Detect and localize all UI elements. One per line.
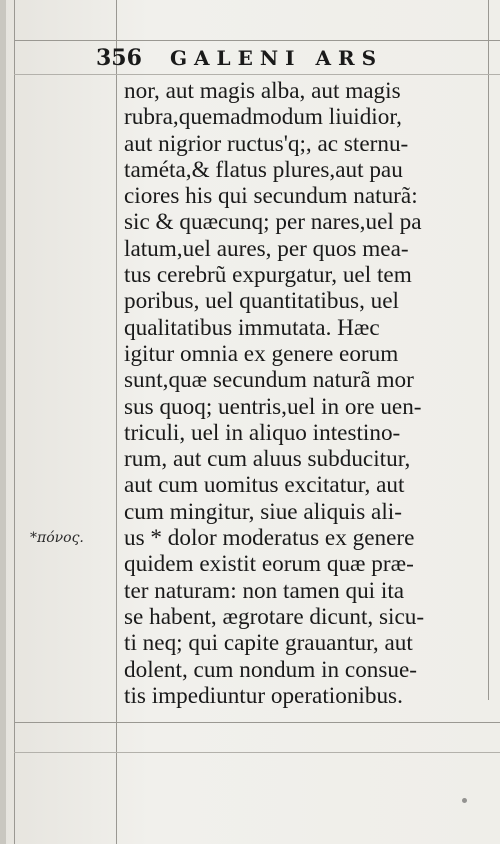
text-line: qualitatibus immutata. Hæc bbox=[124, 314, 380, 341]
text-line: se habent, ægrotare dicunt, sicu- bbox=[124, 603, 425, 630]
bottom-rule bbox=[14, 722, 500, 723]
running-title: GALENI ARS bbox=[169, 46, 384, 70]
top-rule bbox=[14, 74, 500, 75]
page-edge bbox=[0, 0, 6, 844]
ink-spot bbox=[462, 798, 467, 803]
right-rule bbox=[488, 0, 489, 700]
margin-rule bbox=[116, 0, 117, 844]
marginal-note: *πόνος. bbox=[30, 530, 84, 546]
text-line: sic & quæcunq; per nares,uel pa bbox=[124, 209, 422, 236]
text-line: triculi, uel in aliquo intestino- bbox=[124, 419, 401, 446]
page-number: 356 bbox=[96, 45, 142, 71]
text-line: ciores his qui secundum naturã: bbox=[124, 183, 418, 210]
text-line: igitur omnia ex genere eorum bbox=[124, 340, 399, 367]
text-line: sus quoq; uentris,uel in ore uen- bbox=[124, 393, 422, 420]
text-line: quidem existit eorum quæ præ- bbox=[124, 551, 414, 578]
text-line: cum mingitur, siue aliquis ali- bbox=[124, 498, 402, 525]
text-line: rubra,quemadmodum liuidior, bbox=[124, 104, 402, 131]
text-line: aut cum uomitus excitatur, aut bbox=[124, 472, 405, 499]
outer-margin-rule bbox=[14, 0, 15, 844]
header-rule bbox=[14, 40, 500, 41]
text-line: taméta,& flatus plures,aut pau bbox=[124, 156, 403, 183]
text-line: ti neq; qui capite grauantur, aut bbox=[124, 630, 413, 657]
text-line: nor, aut magis alba, aut magis bbox=[124, 78, 401, 104]
lower-rule bbox=[14, 752, 500, 753]
text-line: sunt,quæ secundum naturã mor bbox=[124, 367, 414, 394]
running-header bbox=[96, 45, 383, 71]
text-line: latum,uel aures, per quos mea- bbox=[124, 235, 409, 262]
text-line: tis impediuntur operationibus. bbox=[124, 682, 403, 709]
text-line: poribus, uel quantitatibus, uel bbox=[124, 288, 399, 315]
text-line: us * dolor moderatus ex genere bbox=[124, 525, 415, 552]
text-line: tus cerebrũ expurgatur, uel tem bbox=[124, 262, 412, 289]
text-line: dolent, cum nondum in consue- bbox=[124, 656, 418, 683]
text-line: rum, aut cum aluus subducitur, bbox=[124, 446, 411, 473]
body-text bbox=[124, 78, 488, 709]
text-line: aut nigrior ructus'q;, ac sternu- bbox=[124, 130, 409, 157]
text-line: ter naturam: non tamen qui ita bbox=[124, 577, 405, 604]
